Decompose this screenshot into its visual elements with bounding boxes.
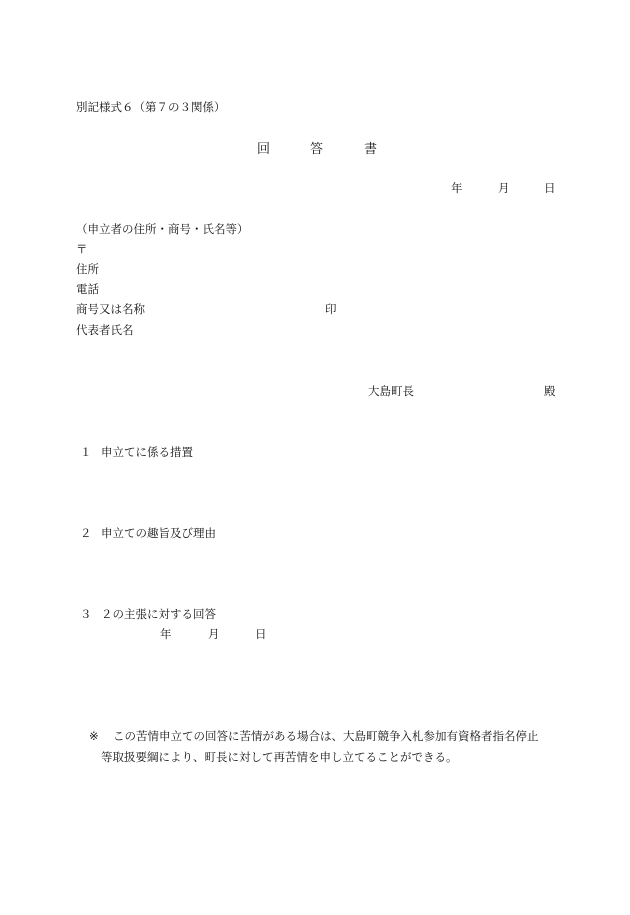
date-answer-year: 年 <box>160 627 172 641</box>
company-name-label: 商号又は名称 <box>76 302 145 316</box>
date-top-month: 月 <box>498 181 510 195</box>
date-top-year: 年 <box>451 181 463 195</box>
note-line-1: この苦情申立ての回答に苦情がある場合は、大島町競争入札参加有資格者指名停止 <box>113 729 539 743</box>
phone-label: 電話 <box>76 282 99 296</box>
representative-label: 代表者氏名 <box>76 323 134 337</box>
date-answer-day: 日 <box>255 627 267 641</box>
note-line-2: 等取扱要綱により、町長に対して再苦情を申し立てることができる。 <box>101 750 458 764</box>
applicant-heading: （申立者の住所・商号・氏名等） <box>76 222 249 236</box>
title-char-2: 答 <box>310 142 324 157</box>
section-heading: ２の主張に対する回答 <box>101 607 216 621</box>
date-answer-month: 月 <box>208 627 220 641</box>
section-heading: 申立てに係る措置 <box>101 445 193 459</box>
addressee-mayor: 大島町長 <box>368 384 414 398</box>
section-number: ３ <box>80 607 92 621</box>
note-mark: ※ <box>89 729 99 743</box>
title-char-1: 回 <box>257 142 271 157</box>
seal-mark: 印 <box>325 302 337 316</box>
section-number: ２ <box>80 526 92 540</box>
title-char-3: 書 <box>364 142 378 157</box>
postal-mark: 〒 <box>76 242 88 256</box>
date-top-day: 日 <box>544 181 556 195</box>
section-heading: 申立ての趣旨及び理由 <box>101 526 216 540</box>
addressee-honorific: 殿 <box>544 384 556 398</box>
section-number: １ <box>80 445 92 459</box>
form-label: 別記様式６（第７の３関係） <box>76 100 226 114</box>
address-label: 住所 <box>76 262 99 276</box>
